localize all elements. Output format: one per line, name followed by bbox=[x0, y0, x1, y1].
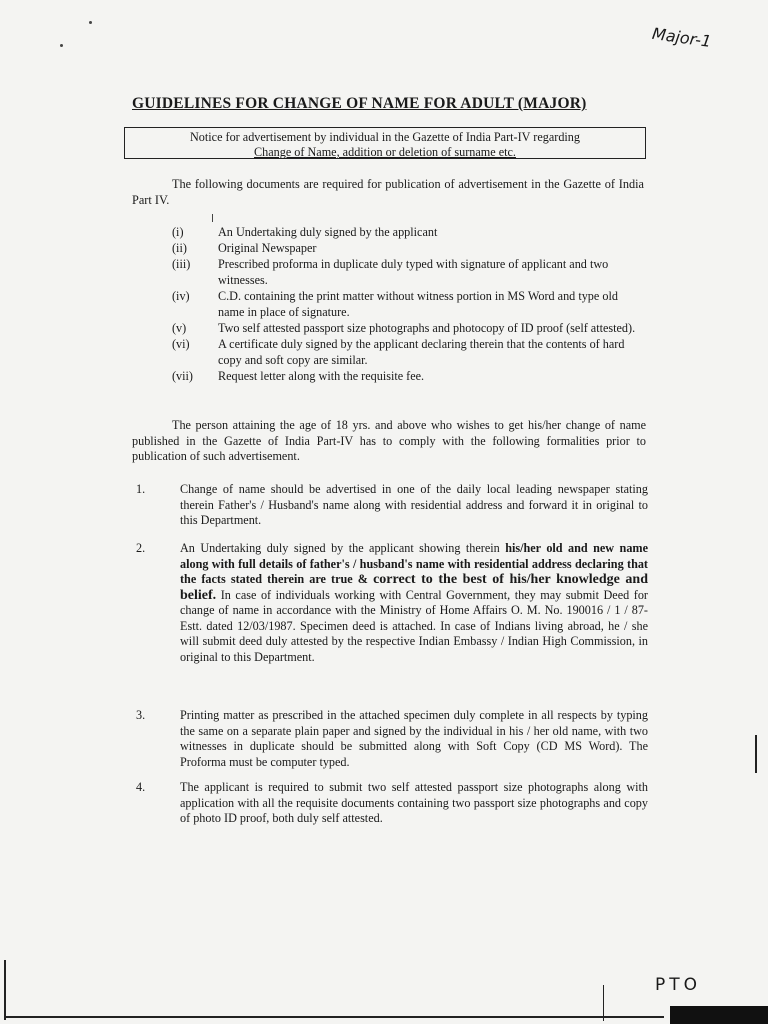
scan-edge-line bbox=[670, 1006, 768, 1024]
scan-speck bbox=[89, 21, 92, 24]
intro-paragraph: The following documents are required for publication of advertisement in the Gazette of India Part IV. bbox=[132, 177, 644, 207]
page-title: GUIDELINES FOR CHANGE OF NAME FOR ADULT (MAJOR) bbox=[132, 95, 587, 112]
formality-item-1: 1. Change of name should be advertised in one of the daily local leading newspaper stating therein Father's / Husband's name along with residential address and forward it in original to this Department. bbox=[136, 482, 648, 527]
list-item: (iv) C.D. containing the print matter without witness portion in MS Word and type old name in place of signature. bbox=[172, 289, 618, 319]
pto-note: PTO bbox=[655, 975, 702, 995]
scan-speck bbox=[212, 214, 213, 222]
formalities-intro: The person attaining the age of 18 yrs. and above who wishes to get his/her change of name published in the Gazette of India Part-IV has to comply with the following formalities prior to publication of such advertisement. bbox=[132, 418, 646, 463]
notice-line-2: Change of Name, addition or deletion of surname etc. bbox=[254, 145, 516, 159]
documents-list bbox=[172, 224, 646, 384]
list-item: (ii) Original Newspaper bbox=[172, 241, 317, 255]
list-item: (iii) Prescribed proforma in duplicate duly typed with signature of applicant and two witnesses. bbox=[172, 257, 609, 287]
scan-speck bbox=[60, 44, 63, 47]
scan-edge-line bbox=[4, 960, 6, 1020]
notice-box bbox=[124, 127, 646, 159]
formality-item-4: 4. The applicant is required to submit two self attested passport size photographs along with application with all the requisite documents containing two passport size photographs and copy of photo ID proof, both duly self attested. bbox=[136, 780, 648, 825]
scan-edge-line bbox=[4, 1016, 664, 1018]
scan-edge-line bbox=[603, 985, 604, 1021]
list-item: (v) Two self attested passport size photographs and photocopy of ID proof (self attested). bbox=[172, 321, 636, 335]
notice-line-1: Notice for advertisement by individual in the Gazette of India Part-IV regarding bbox=[190, 130, 580, 144]
list-item: (vii) Request letter along with the requisite fee. bbox=[172, 369, 425, 383]
handwritten-note: Major-1 bbox=[650, 23, 713, 52]
formality-item-2: 2. An Undertaking duly signed by the applicant showing therein his/her old and new name along with full details of father's / husband's name with residential address declaring that the facts stated therein are true & correct to the best of his/her knowledge and belief. In case of individuals working with Central Government, they may submit Deed for change of name in accordance with the Ministry of Home Affairs O. M. No. 190016 / 1 / 87-Estt. dated 12/03/1987. Specimen deed is attached. In case of Indians living abroad, he / she will submit deed duly attested by the respective Indian Embassy / Indian High Commission, in original to this Department. bbox=[136, 541, 648, 664]
scan-edge-line bbox=[755, 735, 757, 773]
formality-item-3: 3. Printing matter as prescribed in the attached specimen duly complete in all respects by typing the same on a separate plain paper and signed by the individual in his / her old name, with two witnesses in duplicate should be submitted along with Soft Copy (CD MS Word). The Proforma must be computer typed. bbox=[136, 708, 648, 769]
list-item: (vi) A certificate duly signed by the applicant declaring therein that the contents of hard copy and soft copy are similar. bbox=[172, 337, 625, 367]
list-item: (i) An Undertaking duly signed by the applicant bbox=[172, 225, 438, 239]
